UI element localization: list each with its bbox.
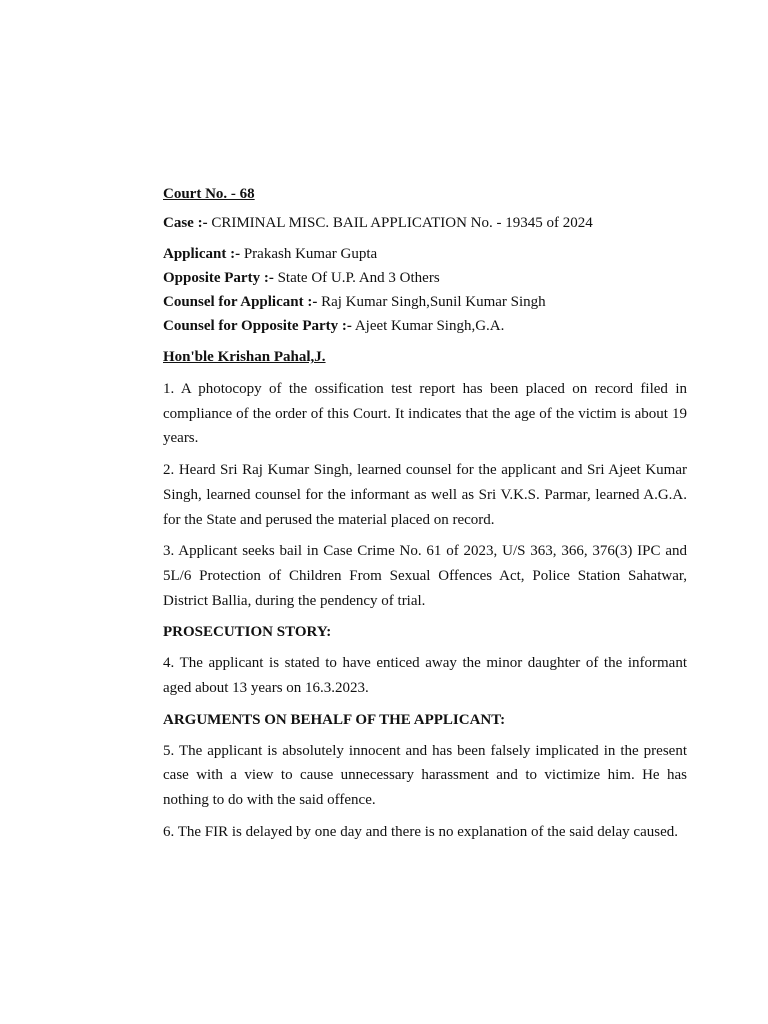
paragraph-3: 3. Applicant seeks bail in Case Crime No. 61 of 2023, U/S 363, 366, 376(3) IPC and 5L/6 Protection of Children From Sexual Offences Act, Police Station Sahatwar, District Ballia, during the pendency of trial. <box>163 543 687 609</box>
case-label: Case :- <box>163 215 208 231</box>
counsel-applicant-value: Raj Kumar Singh,Sunil Kumar Singh <box>317 294 546 310</box>
judge-name: Hon'ble Krishan Pahal,J. <box>163 349 326 365</box>
opposite-party-line <box>163 266 687 290</box>
opposite-party-label: Opposite Party :- <box>163 270 274 286</box>
heading-prosecution-story: PROSECUTION STORY: <box>163 624 332 641</box>
case-value: CRIMINAL MISC. BAIL APPLICATION No. - 19345 of 2024 <box>207 215 593 231</box>
paragraph-6: 6. The FIR is delayed by one day and there is no explanation of the said delay caused. <box>163 823 678 840</box>
counsel-opposite-value: Ajeet Kumar Singh,G.A. <box>351 318 505 334</box>
counsel-applicant-line <box>163 290 687 314</box>
paragraph-5: 5. The applicant is absolutely innocent and has been falsely implicated in the present case with a view to cause unnecessary harassment and to victimize him. He has nothing to do with the said offence. <box>163 742 687 809</box>
applicant-line <box>163 242 687 266</box>
court-number: Court No. - 68 <box>163 186 255 202</box>
counsel-opposite-line <box>163 314 687 338</box>
paragraph-1: 1. A photocopy of the ossification test report has been placed on record filed in compliance of the order of this Court. It indicates that the age of the victim is about 19 years. <box>163 381 687 447</box>
opposite-party-value: State Of U.P. And 3 Others <box>273 270 440 286</box>
paragraph-2: 2. Heard Sri Raj Kumar Singh, learned counsel for the applicant and Sri Ajeet Kumar Singh, learned counsel for the informant as well as Sri V.K.S. Parmar, learned A.G.A. for the State and perused the material placed on record. <box>163 462 687 528</box>
order-body <box>163 182 687 852</box>
applicant-value: Prakash Kumar Gupta <box>240 246 378 262</box>
counsel-opposite-label: Counsel for Opposite Party :- <box>163 318 352 334</box>
counsel-applicant-label: Counsel for Applicant :- <box>163 294 318 310</box>
case-line <box>163 211 687 235</box>
heading-arguments-applicant: ARGUMENTS ON BEHALF OF THE APPLICANT: <box>163 711 506 728</box>
paragraph-4: 4. The applicant is stated to have enticed away the minor daughter of the informant aged about 13 years on 16.3.2023. <box>163 655 687 697</box>
applicant-label: Applicant :- <box>163 246 241 262</box>
